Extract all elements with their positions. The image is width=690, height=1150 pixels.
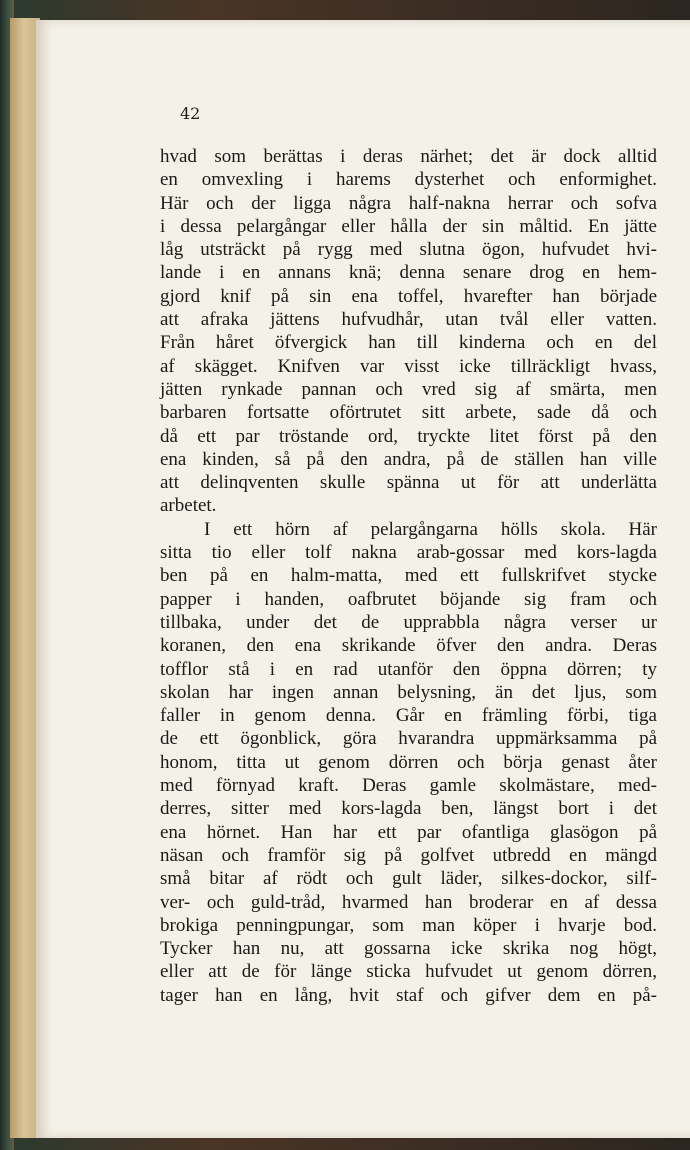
text-line: eller att de för länge sticka hufvudet ut genom dörren, bbox=[160, 961, 657, 983]
text-line: de ett ögonblick, göra hvarandra uppmärksamma på bbox=[160, 728, 657, 750]
text-line: jätten rynkade pannan och vred sig af smärta, men bbox=[160, 378, 657, 400]
text-line: med förnyad kraft. Deras gamle skolmästare, med- bbox=[160, 775, 657, 797]
text-line: derres, sitter med kors-lagda ben, längst bort i det bbox=[160, 798, 657, 820]
text-line: koranen, den ena skrikande öfver den andra. Deras bbox=[160, 635, 657, 657]
text-line: små bitar af rödt och gult läder, silkes-dockor, silf- bbox=[160, 868, 657, 890]
text-line: näsan och framför sig på golfvet utbredd en mängd bbox=[160, 844, 657, 866]
text-line: lande i en annans knä; denna senare drog en hem- bbox=[160, 262, 657, 284]
text-line: barbaren fortsatte oförtrutet sitt arbete, sade då och bbox=[160, 402, 657, 424]
text-line: gjord knif på sin ena toffel, hvarefter han började bbox=[160, 285, 657, 307]
text-line: Här och der ligga några half-nakna herrar och sofva bbox=[160, 192, 657, 214]
text-line: brokiga penningpungar, som man köper i hvarje bod. bbox=[160, 914, 657, 936]
text-line: faller in genom denna. Går en främling förbi, tiga bbox=[160, 705, 657, 727]
body-text bbox=[160, 145, 657, 1007]
paragraph-end-line: arbetet. bbox=[160, 495, 217, 517]
text-line: af skägget. Knifven var visst icke tillräckligt hvass, bbox=[160, 355, 657, 377]
text-line: Tycker han nu, att gossarna icke skrika nog högt, bbox=[160, 938, 657, 960]
text-line: ben på en halm-matta, med ett fullskrifvet stycke bbox=[160, 565, 657, 587]
text-line: att afraka jättens hufvudhår, utan tvål eller vatten. bbox=[160, 309, 657, 331]
text-line: att delinqventen skulle spänna ut för att underlätta bbox=[160, 472, 657, 494]
page-number: 42 bbox=[180, 104, 201, 123]
text-line: låg utsträckt på rygg med slutna ögon, hufvudet hvi- bbox=[160, 239, 657, 261]
text-line: Från håret öfvergick han till kinderna och en del bbox=[160, 332, 657, 354]
text-line: papper i handen, oafbrutet böjande sig fram och bbox=[160, 588, 657, 610]
text-line: ver- och guld-tråd, hvarmed han broderar en af dessa bbox=[160, 891, 657, 913]
text-line: ena kinden, så på den andra, på de ställen han ville bbox=[160, 448, 657, 470]
text-line: tager han en lång, hvit staf och gifver dem en på- bbox=[160, 984, 657, 1006]
text-line: skolan har ingen annan belysning, än det ljus, som bbox=[160, 681, 657, 703]
paragraph-start-line: I ett hörn af pelargångarna hölls skola. Här bbox=[204, 518, 657, 540]
text-line: sitta tio eller tolf nakna arab-gossar med kors-lagda bbox=[160, 542, 657, 564]
text-line: en omvexling i harems dysterhet och enformighet. bbox=[160, 169, 657, 191]
text-line: tillbaka, under det de upprabbla några verser ur bbox=[160, 611, 657, 633]
text-line: i dessa pelargångar eller hålla der sin måltid. En jätte bbox=[160, 215, 657, 237]
text-line: honom, titta ut genom dörren och börja genast åter bbox=[160, 751, 657, 773]
text-line: då ett par tröstande ord, tryckte litet först på den bbox=[160, 425, 657, 447]
text-line: tofflor stå i en rad utanför den öppna dörren; ty bbox=[160, 658, 657, 680]
text-line: hvad som berättas i deras närhet; det är dock alltid bbox=[160, 146, 657, 167]
text-line: ena hörnet. Han har ett par ofantliga glasögon på bbox=[160, 821, 657, 843]
